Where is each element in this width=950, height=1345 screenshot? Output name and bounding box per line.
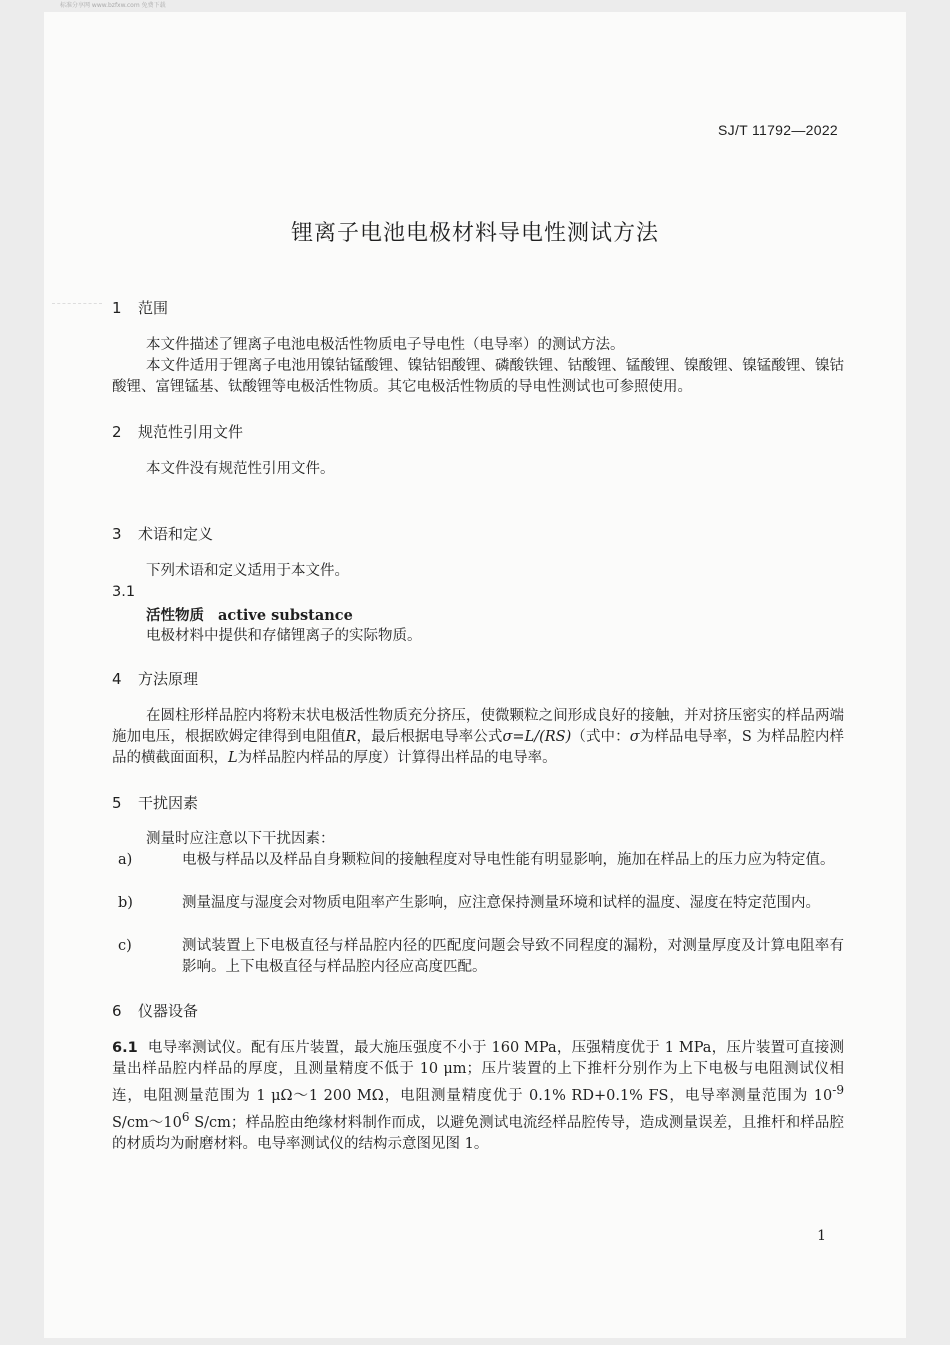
section-4-para-1: 在圆柱形样品腔内将粉末状电极活性物质充分挤压，使微颗粒之间形成良好的接触，并对挤压密实的样品两端施加电压，根据欧姆定律得到电阻值R，最后根据电导率公式σ=L/(RS)（式中：σ为样品电导率，S 为样品腔内样品的横截面面积，L为样品腔内样品的厚度）计算得出样品的电导率。 xyxy=(112,708,845,766)
list-item: a) 电极与样品以及样品自身颗粒间的接触程度对导电性能有明显影响，施加在样品上的压力应为特定值。 xyxy=(118,852,835,868)
term-chinese: 活性物质 xyxy=(146,608,204,624)
term-english: active substance xyxy=(218,607,353,624)
section-6-heading: 6 仪器设备 xyxy=(112,1002,199,1020)
section-5-intro: 测量时应注意以下干扰因素： xyxy=(146,831,335,847)
section-1-para-2: 本文件适用于锂离子电池用镍钴锰酸锂、镍钴铝酸锂、磷酸铁锂、钴酸锂、锰酸锂、镍酸锂、镍锰酸锂、镍钴酸锂、富锂锰基、钛酸锂等电极活性物质。其它电极活性物质的导电性测试也可参照使用。 xyxy=(112,358,844,395)
section-6-1-para: 6.1 电导率测试仪。配有压片装置，最大施压强度不小于 160 MPa，压强精度优于 1 MPa，压片装置可直接测量出样品腔内样品的厚度，且测量精度不低于 10 μm；压片装置的上下推杆分别作为上下电极与电阻测试仪相连，电阻测量范围为 1 μΩ～1 200 MΩ，电阻测量精度优于 0.1% RD+0.1% FS，电导率测量范围为 $10^{-9}$ $S/cm\sim 10^6$ S/cm；样品腔由绝缘材料制作而成，以避免测试电流经样品腔传导，造成测量误差，且推杆和样品腔的材质均为耐磨材料。电导率测试仪的结构示意图见图 1。 xyxy=(112,1040,845,1152)
list-item: c) 测试装置上下电极直径与样品腔内径的匹配度问题会导致不同程度的漏粉，对测量厚度及计算电阻率有影响。上下电极直径与样品腔内径应高度匹配。 xyxy=(118,938,844,975)
section-2-para-1: 本文件没有规范性引用文件。 xyxy=(146,461,335,477)
term-number: 3.1 xyxy=(112,584,136,600)
standard-number: SJ/T 11792—2022 xyxy=(718,122,838,138)
scan-mark xyxy=(52,303,102,304)
document-title: 锂离子电池电极材料导电性测试方法 xyxy=(290,221,659,246)
watermark-header: 标准分享网 www.bzfxw.com 免费下载 xyxy=(60,2,166,9)
section-1-para-1: 本文件描述了锂离子电池电极活性物质电子导电性（电导率）的测试方法。 xyxy=(146,337,625,353)
page-number: 1 xyxy=(817,1228,826,1244)
section-4-heading: 4 方法原理 xyxy=(112,670,199,688)
section-3-para-1: 下列术语和定义适用于本文件。 xyxy=(146,563,349,579)
section-5-heading: 5 干扰因素 xyxy=(112,794,199,812)
list-item: b) 测量温度与湿度会对物质电阻率产生影响，应注意保持测量环境和试样的温度、湿度在特定范围内。 xyxy=(118,895,820,911)
section-1-heading: 1 范围 xyxy=(112,299,169,317)
section-3-heading: 3 术语和定义 xyxy=(112,525,214,543)
term-definition: 电极材料中提供和存储锂离子的实际物质。 xyxy=(146,628,422,644)
subclause-number: 6.1 xyxy=(112,1040,138,1056)
section-2-heading: 2 规范性引用文件 xyxy=(112,423,244,441)
term-entry xyxy=(112,605,844,627)
conductivity-formula: σ=L/(RS) xyxy=(502,729,572,745)
